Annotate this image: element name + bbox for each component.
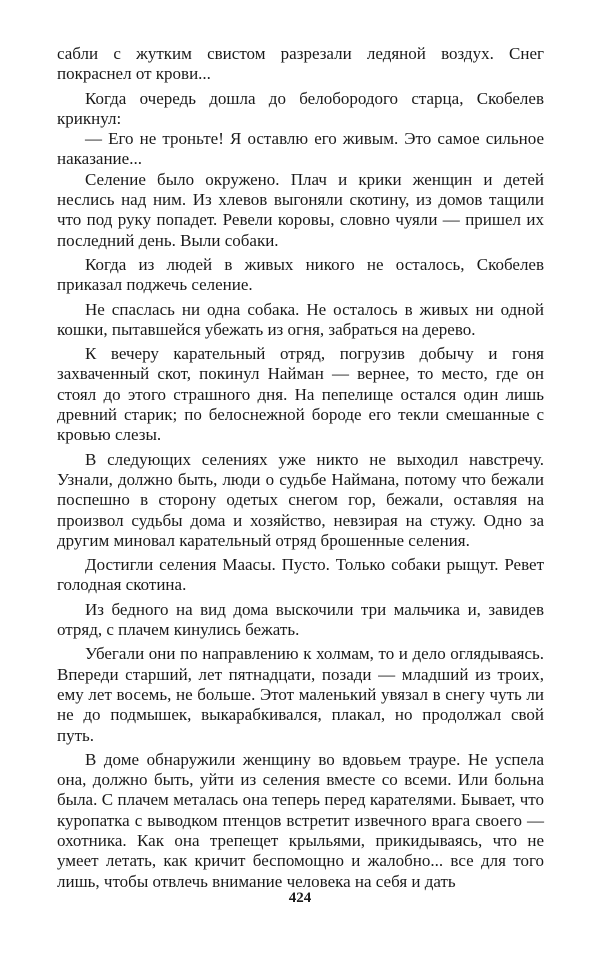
paragraph-2: Когда очередь дошла до белобородого старца, Скобелев крикнул: bbox=[57, 88, 544, 128]
paragraph-1: сабли с жутким свистом разрезали ледяной воздух. Снег покраснел от крови... bbox=[57, 44, 544, 84]
paragraph-10: Из бедного на вид дома выскочили три мальчика и, завидев отряд, с плачем кинулись бежать. bbox=[57, 599, 544, 640]
paragraph-8: В следующих селениях уже никто не выходил навстречу. Узнали, должно быть, люди о судьбе Наймана, потому что бежали поспешно в сторону одетых снегом гор, бежали, оставляя на произвол судьбы дома и хозяйство, невзирая на стужу. Одно за другим миновал карательный отряд брошенные селения. bbox=[57, 449, 544, 550]
page-number: 424 bbox=[288, 890, 312, 906]
paragraph-3: — Его не троньте! Я оставлю его живым. Это самое сильное наказание... bbox=[57, 129, 544, 169]
paragraph-5: Когда из людей в живых никого не осталось, Скобелев приказал поджечь селение. bbox=[57, 254, 544, 295]
paragraph-4: Селение было окружено. Плач и крики женщин и детей неслись над ним. Из хлевов выгоняли скотину, из домов тащили что под руку попадет. Ревели коровы, словно чуяли — пришел их последний день. Выли собаки. bbox=[57, 169, 544, 250]
paragraph-12: В доме обнаружили женщину во вдовьем трауре. Не успела она, должно быть, уйти из селения вместе со всеми. Или больна была. С плачем металась она теперь перед карателями. Бывает, что куропатка с выводком птенцов встретит извечного врага своего — охотника. Как она трепещет крыльями, прикидываясь, что не умеет летать, как кричит беспомощно и жалобно... все для того лишь, чтобы отвлечь внимание человека на себя и дать bbox=[57, 749, 544, 891]
paragraph-7: К вечеру карательный отряд, погрузив добычу и гоня захваченный скот, покинул Найман — вернее, то место, где он стоял до этого страшного дня. На пепелище остался один лишь древний старик; по белоснежной бороде его текли смешанные с кровью слезы. bbox=[57, 344, 544, 445]
paragraph-6: Не спаслась ни одна собака. Не осталось в живых ни одной кошки, пытавшейся убежать из огня, забраться на дерево. bbox=[57, 299, 544, 339]
paragraph-11: Убегали они по направлению к холмам, то и дело оглядываясь. Впереди старший, лет пятнадцати, позади — младший из троих, ему лет восемь, не больше. Этот маленький увязал в снегу чуть ли не до подмышек, выкарабкивался, плакал, но продолжал свой путь. bbox=[57, 644, 544, 745]
paragraph-9: Достигли селения Маасы. Пусто. Только собаки рыщут. Ревет голодная скотина. bbox=[57, 555, 544, 595]
